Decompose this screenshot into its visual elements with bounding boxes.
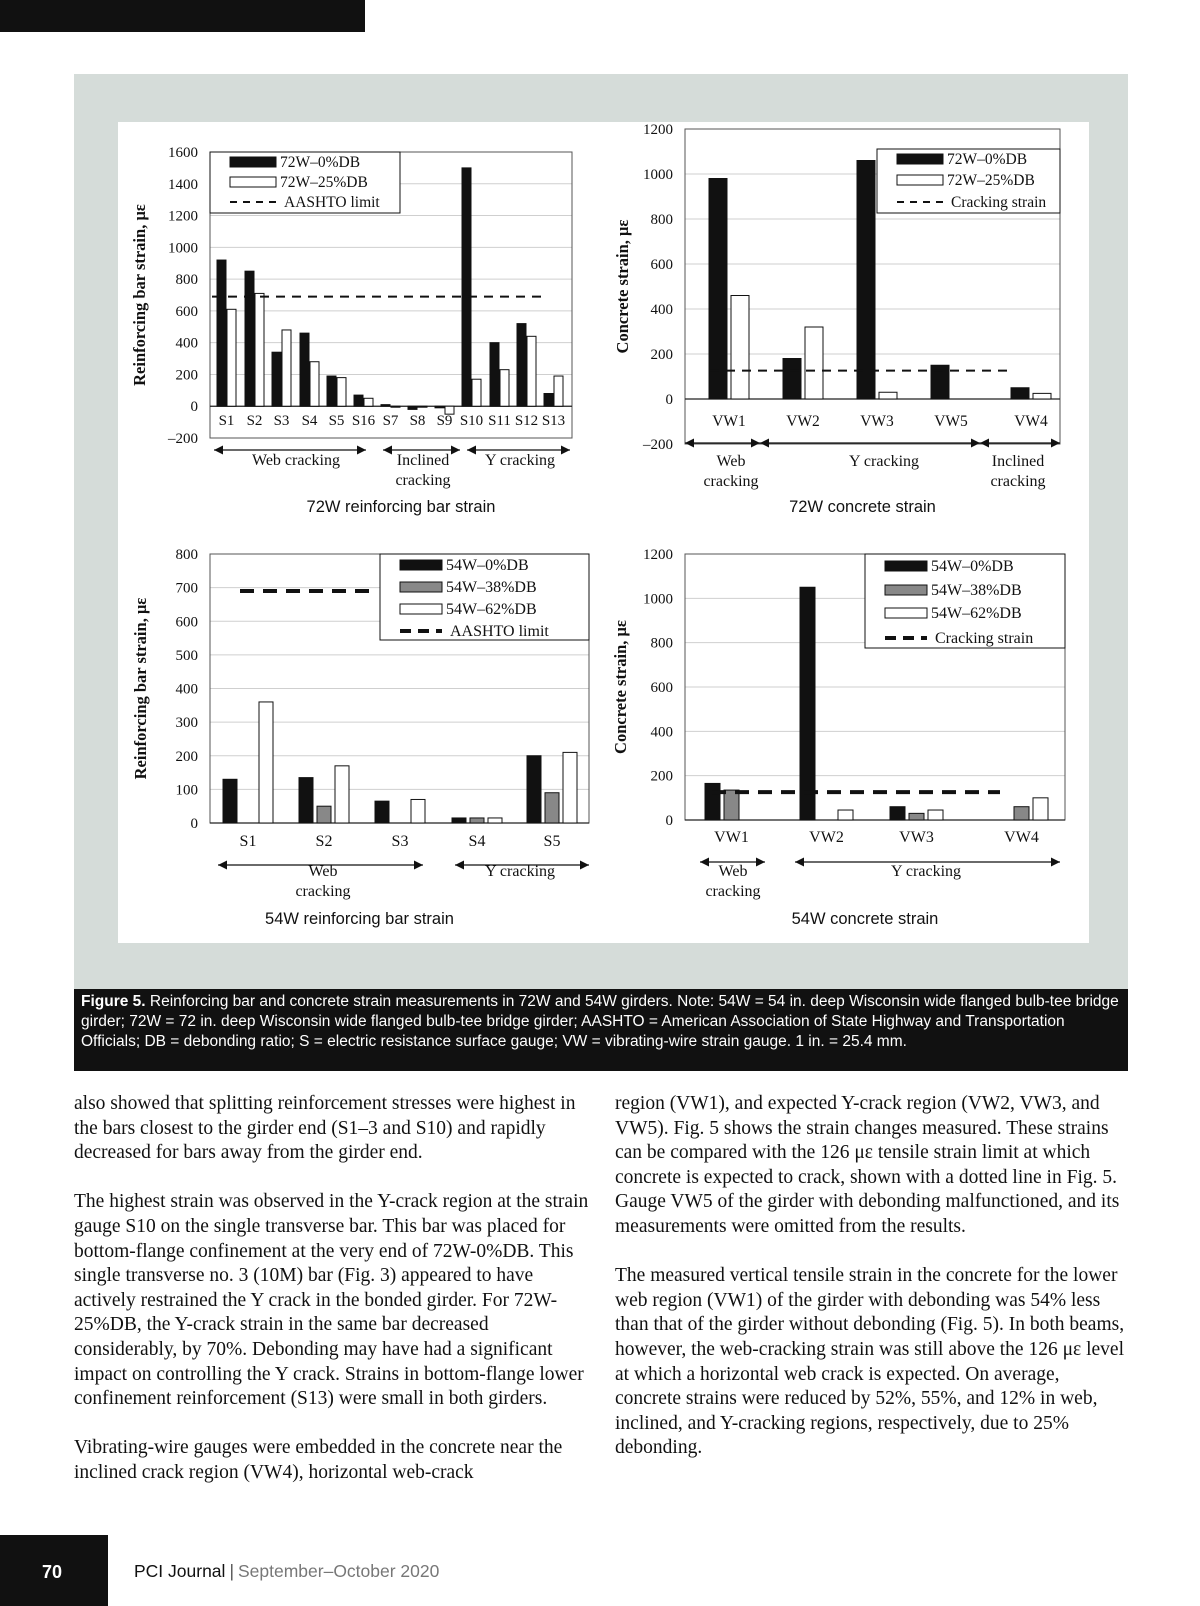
x-tick-label: VW4 bbox=[1014, 413, 1048, 430]
region-arrowhead-right bbox=[971, 439, 980, 448]
issue-date: September–October 2020 bbox=[237, 1561, 440, 1581]
x-tick-label: S7 bbox=[382, 413, 399, 429]
legend-swatch bbox=[400, 604, 442, 614]
y-tick-label: 500 bbox=[175, 647, 198, 664]
bar bbox=[223, 779, 237, 823]
y-tick-label: 1200 bbox=[168, 208, 198, 225]
paragraph: The measured vertical tensile strain in the concrete for the lower web region (VW1) of the girder with debonding was 54% less than that of the girder without debonding (Fig. 5). In both beams, however, the web-cracking strain was still above the 126 με level at which a horizontal web crack is expected. On average, concrete strains were reduced by 52%, 55%, and 12% in web, inclined, and Y-cracking regions, respectively, due to 25% debonding. bbox=[615, 1265, 1125, 1459]
paragraph: region (VW1), and expected Y-crack region (VW2, VW3, and VW5). Fig. 5 shows the strain changes measured. These strains can be compared with the 126 με tensile strain limit at which concrete is expected to crack, shown with a dotted line in Fig. 5. Gauge VW5 of the girder with debonding malfunctioned, and its measurements were omitted from the results. bbox=[615, 1093, 1120, 1237]
y-axis-title: Reinforcing bar strain, με bbox=[131, 597, 150, 780]
bar bbox=[462, 168, 471, 406]
bar bbox=[470, 818, 484, 823]
y-tick-label: 0 bbox=[190, 399, 198, 416]
bar bbox=[724, 790, 739, 820]
y-tick-label: 100 bbox=[175, 782, 198, 799]
bar bbox=[783, 359, 801, 400]
region-arrowhead-right bbox=[751, 439, 760, 448]
bar bbox=[354, 395, 363, 406]
region-arrowhead-left bbox=[214, 446, 223, 455]
y-tick-label: 400 bbox=[650, 724, 673, 741]
legend-swatch bbox=[400, 560, 442, 570]
legend-swatch bbox=[885, 585, 927, 595]
y-tick-label: 0 bbox=[665, 813, 673, 829]
bar bbox=[255, 293, 264, 406]
bar bbox=[337, 378, 346, 407]
x-tick-label: S1 bbox=[218, 413, 235, 429]
region-label: cracking bbox=[990, 473, 1046, 490]
bar bbox=[317, 806, 331, 823]
region-arrowhead-right bbox=[451, 446, 460, 455]
x-tick-label: S9 bbox=[436, 413, 453, 429]
y-axis-title: Reinforcing bar strain, με bbox=[130, 204, 149, 386]
y-axis-title: Concrete strain, με bbox=[611, 620, 630, 754]
legend-label: 72W–0%DB bbox=[947, 151, 1028, 168]
x-tick-label: S5 bbox=[543, 833, 561, 850]
paragraph: Vibrating-wire gauges were embedded in the concrete near the inclined crack region (VW4), horizontal web-crack bbox=[74, 1437, 563, 1483]
bar bbox=[391, 406, 400, 407]
bar bbox=[245, 271, 254, 406]
y-tick-label: 600 bbox=[175, 303, 198, 320]
x-tick-label: S16 bbox=[351, 413, 376, 429]
bar bbox=[300, 333, 309, 406]
chart-title: 54W reinforcing bar strain bbox=[265, 910, 454, 928]
bar bbox=[544, 394, 553, 407]
legend-swatch bbox=[897, 154, 943, 164]
region-label: Y cracking bbox=[890, 863, 962, 880]
bar bbox=[335, 766, 349, 823]
bar bbox=[527, 756, 541, 823]
legend-label: 72W–25%DB bbox=[280, 174, 368, 191]
y-tick-label: 400 bbox=[650, 302, 673, 318]
region-label: Web cracking bbox=[252, 452, 340, 469]
caption-text: Reinforcing bar and concrete strain measurements in 72W and 54W girders. Note: 54W = 54 in. deep Wisconsin wide flanged bulb-tee bridge girder; 72W = 72 in. deep Wisconsin wide flanged bulb-tee bridge girder; AASHTO = American Association of State Highway and Transportation Officials; DB = debonding ratio; S = electric resistance surface gauge; VW = vibrating-wire strain gauge. 1 in. = 25.4 mm. bbox=[81, 993, 1119, 1050]
legend-label: Cracking strain bbox=[951, 194, 1047, 211]
region-arrowhead-left bbox=[980, 439, 989, 448]
y-tick-label: 0 bbox=[190, 816, 198, 832]
y-tick-label: 800 bbox=[175, 547, 198, 563]
region-label: Web bbox=[718, 863, 748, 880]
bar bbox=[709, 179, 727, 400]
y-tick-label: 600 bbox=[650, 257, 673, 273]
bar bbox=[327, 376, 336, 406]
y-tick-label: 300 bbox=[175, 715, 198, 732]
y-tick-label: 200 bbox=[175, 748, 198, 765]
y-tick-label: 1400 bbox=[168, 176, 198, 193]
bar bbox=[838, 810, 853, 820]
text-column-left bbox=[74, 1092, 589, 1510]
bar bbox=[800, 587, 815, 820]
bar bbox=[217, 260, 226, 406]
x-tick-label: VW5 bbox=[934, 413, 968, 430]
legend-swatch bbox=[230, 177, 276, 187]
y-tick-label: 1200 bbox=[643, 122, 673, 138]
y-tick-label: 200 bbox=[175, 367, 198, 384]
legend-label: Cracking strain bbox=[935, 630, 1034, 647]
y-tick-label: 1000 bbox=[643, 167, 673, 183]
legend-swatch bbox=[885, 561, 927, 571]
region-arrowhead-left bbox=[218, 861, 227, 870]
x-tick-label: S3 bbox=[391, 833, 409, 850]
y-tick-label: 700 bbox=[175, 580, 198, 597]
x-tick-label: S11 bbox=[488, 413, 511, 429]
bar bbox=[310, 362, 319, 406]
region-label: Inclined bbox=[396, 452, 450, 469]
x-tick-label: S2 bbox=[315, 833, 333, 850]
legend-swatch bbox=[230, 157, 276, 167]
region-arrowhead-left bbox=[467, 446, 476, 455]
bar bbox=[857, 161, 875, 400]
region-label: Y cracking bbox=[848, 453, 920, 470]
x-tick-label: VW1 bbox=[712, 413, 746, 430]
legend-label: 54W–0%DB bbox=[931, 558, 1014, 575]
x-tick-label: VW1 bbox=[714, 829, 749, 846]
bar bbox=[805, 327, 823, 399]
bar bbox=[411, 799, 425, 823]
bar bbox=[500, 370, 509, 407]
legend-label: 54W–38%DB bbox=[931, 582, 1022, 599]
paragraph: also showed that splitting reinforcement stresses were highest in the bars closest to the girder end (S1–3 and S10) and rapidly decreased for bars away from the girder end. bbox=[74, 1093, 576, 1164]
chart-title: 72W reinforcing bar strain bbox=[306, 498, 496, 516]
region-arrowhead-left bbox=[700, 858, 709, 867]
x-tick-label: S2 bbox=[246, 413, 263, 429]
y-tick-label: 200 bbox=[650, 347, 673, 363]
bar bbox=[731, 296, 749, 400]
bar bbox=[375, 801, 389, 823]
region-arrowhead-left bbox=[795, 858, 804, 867]
y-tick-label: 800 bbox=[175, 272, 198, 289]
bar bbox=[705, 783, 720, 820]
bar bbox=[1033, 393, 1051, 399]
region-arrowhead-right bbox=[1051, 858, 1060, 867]
bar bbox=[563, 752, 577, 823]
y-tick-label: 1000 bbox=[643, 591, 673, 608]
y-tick-label: 1200 bbox=[643, 547, 673, 563]
region-label: Web bbox=[716, 453, 746, 470]
text-column-right bbox=[615, 1092, 1130, 1486]
x-tick-label: VW4 bbox=[1004, 829, 1039, 846]
region-arrowhead-right bbox=[414, 861, 423, 870]
y-axis-title: Concrete strain, με bbox=[613, 219, 632, 354]
chart-title: 54W concrete strain bbox=[791, 910, 939, 928]
region-label: cracking bbox=[395, 472, 451, 489]
x-tick-label: S3 bbox=[273, 413, 290, 429]
legend-swatch bbox=[400, 582, 442, 592]
y-tick-label: 1000 bbox=[168, 240, 198, 257]
bar bbox=[418, 406, 427, 407]
x-tick-label: S4 bbox=[468, 833, 486, 850]
bar bbox=[1014, 807, 1029, 820]
x-tick-label: VW2 bbox=[786, 413, 820, 430]
x-tick-label: S10 bbox=[459, 413, 484, 429]
legend-label: AASHTO limit bbox=[450, 623, 549, 640]
x-tick-label: S8 bbox=[409, 413, 426, 429]
bar bbox=[545, 793, 559, 823]
page-number: 70 bbox=[42, 1562, 63, 1582]
region-label: Y cracking bbox=[484, 863, 556, 880]
y-tick-label: 200 bbox=[650, 768, 673, 785]
x-tick-label: S13 bbox=[541, 413, 566, 429]
y-tick-label: 1600 bbox=[168, 145, 198, 161]
bar bbox=[299, 778, 313, 823]
bar bbox=[1033, 798, 1048, 820]
caption-label: Figure 5. bbox=[81, 993, 146, 1010]
y-tick-label: 600 bbox=[175, 614, 198, 631]
region-arrowhead-right bbox=[561, 446, 570, 455]
region-label: Inclined bbox=[991, 453, 1045, 470]
region-arrowhead-left bbox=[455, 861, 464, 870]
footer bbox=[134, 1561, 439, 1582]
bar bbox=[408, 406, 417, 409]
bar bbox=[435, 406, 444, 408]
bar bbox=[381, 405, 390, 407]
y-tick-label: 800 bbox=[650, 635, 673, 652]
y-tick-label: 800 bbox=[650, 212, 673, 228]
x-tick-label: VW3 bbox=[860, 413, 894, 430]
y-tick-label: 600 bbox=[650, 680, 673, 696]
journal-name: PCI Journal bbox=[134, 1561, 226, 1581]
region-arrowhead-right bbox=[756, 858, 765, 867]
y-tick-label: 0 bbox=[665, 392, 673, 408]
bar bbox=[272, 352, 281, 406]
legend-swatch bbox=[897, 175, 943, 185]
legend-label: 54W–0%DB bbox=[446, 557, 529, 574]
figure-caption bbox=[74, 989, 1128, 1071]
region-arrowhead-left bbox=[383, 446, 392, 455]
bar bbox=[554, 376, 563, 406]
bar bbox=[282, 330, 291, 406]
bar bbox=[928, 810, 943, 820]
bar bbox=[259, 702, 273, 823]
bar bbox=[1011, 388, 1029, 399]
y-tick-label: –200 bbox=[643, 437, 673, 453]
bar bbox=[488, 818, 502, 823]
y-tick-label: 400 bbox=[175, 335, 198, 352]
x-tick-label: S12 bbox=[514, 413, 539, 429]
bar bbox=[490, 343, 499, 407]
footer-separator: | bbox=[229, 1561, 234, 1581]
legend-label: 54W–62%DB bbox=[931, 605, 1022, 622]
bar bbox=[364, 398, 373, 406]
legend-label: AASHTO limit bbox=[284, 194, 380, 211]
legend-label: 72W–25%DB bbox=[947, 172, 1035, 189]
legend-label: 54W–62%DB bbox=[446, 601, 537, 618]
region-arrowhead-right bbox=[1051, 439, 1060, 448]
x-tick-label: S5 bbox=[328, 413, 345, 429]
bar bbox=[909, 813, 924, 820]
bar bbox=[527, 336, 536, 406]
bar bbox=[517, 324, 526, 407]
bar bbox=[227, 309, 236, 406]
region-arrowhead-left bbox=[760, 439, 769, 448]
region-arrowhead-right bbox=[357, 446, 366, 455]
legend-label: 54W–38%DB bbox=[446, 579, 537, 596]
bar bbox=[879, 392, 897, 399]
x-tick-label: S4 bbox=[301, 413, 318, 429]
paragraph: The highest strain was observed in the Y-crack region at the strain gauge S10 on the single transverse bar. This bar was placed for bottom-flange confinement at the very end of 72W-0%DB. This single transverse no. 3 (10M) bar (Fig. 3) appeared to have actively restrained the Y crack in the bonded girder. For 72W-25%DB, the Y-crack strain in the same bar decreased considerably, by 70%. Debonding may have had a significant impact on controlling the Y crack. Strains in bottom-flange lower confinement reinforcement (S13) were small in both girders. bbox=[74, 1191, 589, 1410]
x-tick-label: VW2 bbox=[809, 829, 844, 846]
bar bbox=[452, 818, 466, 823]
legend-swatch bbox=[885, 608, 927, 618]
x-tick-label: VW3 bbox=[899, 829, 934, 846]
region-arrowhead-left bbox=[685, 439, 694, 448]
bar bbox=[472, 379, 481, 406]
region-label: cracking bbox=[705, 883, 761, 900]
y-tick-label: –200 bbox=[168, 431, 198, 447]
y-tick-label: 400 bbox=[175, 681, 198, 698]
legend-label: 72W–0%DB bbox=[280, 154, 361, 171]
region-label: cracking bbox=[703, 473, 759, 490]
region-label: Y cracking bbox=[484, 452, 556, 469]
x-tick-label: S1 bbox=[239, 833, 257, 850]
region-label: Web bbox=[308, 863, 338, 880]
chart-title: 72W concrete strain bbox=[789, 498, 936, 516]
region-arrowhead-right bbox=[580, 861, 589, 870]
bar bbox=[890, 807, 905, 820]
region-label: cracking bbox=[295, 883, 351, 900]
